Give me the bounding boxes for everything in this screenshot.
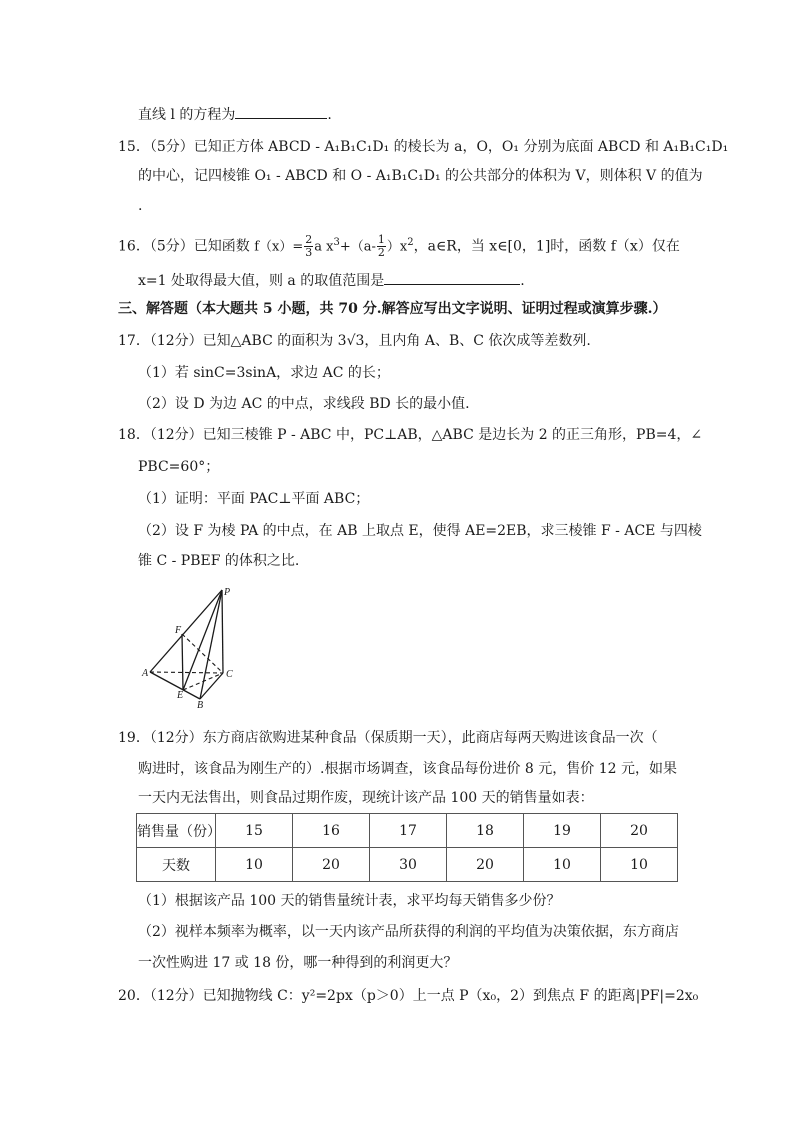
q16-line2: x=1 处取得最大值，则 a 的取值范围是 . [138, 270, 525, 291]
table-cell: 20 [601, 814, 678, 848]
q18-part1: （1）证明：平面 PAC⊥平面 ABC； [138, 491, 370, 507]
label-a: A [142, 668, 149, 679]
q18-part2b: 锥 C - PBEF 的体积之比. [138, 553, 300, 569]
fraction-one-half: $\frac{1}{2}$ [377, 233, 385, 260]
table-cell: 10 [216, 848, 293, 882]
edge-ac-hidden [150, 672, 223, 673]
table-cell: 16 [293, 814, 370, 848]
q17-line1: 17．（12分）已知△ABC 的面积为 3√3，且内角 A、B、C 依次成等差数列. [118, 333, 591, 349]
pyramid-figure [140, 586, 250, 710]
answer-blank [384, 270, 520, 285]
q18-line2: PBC=60°； [138, 459, 220, 475]
table-cell: 10 [601, 848, 678, 882]
q17-part1: （1）若 sinC=3sinA，求边 AC 的长； [138, 365, 390, 381]
q19-line3: 一天内无法售出，则食品过期作废，现统计该产品 100 天的销售量如表： [138, 790, 594, 806]
table-cell: 10 [524, 848, 601, 882]
table-cell: 17 [370, 814, 447, 848]
fraction-two-thirds: $\frac{2}{3}$ [305, 233, 313, 260]
sales-table [136, 813, 678, 882]
q15-line2: 的中心，记四棱锥 O₁ - ABCD 和 O - A₁B₁C₁D₁ 的公共部分的体积为 V，则体积 V 的值为 [138, 168, 703, 184]
segment-fe [182, 634, 183, 690]
q14-tail: 直线 l 的方程为 . [138, 104, 332, 125]
label-e: E [177, 690, 184, 701]
edge-ap [150, 590, 222, 672]
table-header-cell: 天数 [137, 848, 216, 882]
q16-line1: 16．（5分）已知函数 f（x）= $\frac{2}{3}$ a $x^3+(a-$ $\frac{1}{2}$ ）$x^2$，a∈R，当 x∈[0，1]时，函数 f（x）仅在 [118, 233, 680, 260]
table-cell: 18 [447, 814, 524, 848]
label-f: F [175, 625, 182, 636]
q18-line1: 18．（12分）已知三棱锥 P - ABC 中，PC⊥AB，△ABC 是边长为 2 的正三角形，PB=4，∠ [118, 427, 703, 443]
q17-part2: （2）设 D 为边 AC 的中点，求线段 BD 长的最小值. [138, 396, 470, 412]
q15-line1: 15．（5分）已知正方体 ABCD - A₁B₁C₁D₁ 的棱长为 a，O，O₁ 分别为底面 ABCD 和 A₁B₁C₁D₁ [118, 139, 729, 155]
table-row [137, 814, 678, 848]
q19-part1: （1）根据该产品 100 天的销售量统计表，求平均每天销售多少份？ [138, 893, 561, 909]
label-b: B [197, 700, 204, 710]
edge-pc [222, 590, 223, 673]
q19-line2: 购进时，该食品为刚生产的）.根据市场调查，该食品每份进价 8 元，售价 12 元，如果 [138, 761, 677, 777]
label-c: C [226, 669, 233, 680]
q19-part2a: （2）视样本频率为概率，以一天内该产品所获得的利润的平均值为决策依据，东方商店 [138, 924, 679, 940]
table-cell: 20 [447, 848, 524, 882]
q19-line1: 19．（12分）东方商店欲购进某种食品（保质期一天），此商店每两天购进该食品一次（ [118, 730, 658, 746]
table-cell: 19 [524, 814, 601, 848]
table-cell: 20 [293, 848, 370, 882]
edge-bc [200, 673, 223, 699]
section-heading: 三、解答题（本大题共 5 小题，共 70 分.解答应写出文字说明、证明过程或演算步骤.） [118, 301, 667, 317]
q19-part2b: 一次性购进 17 或 18 份，哪一种得到的利润更大？ [138, 955, 458, 971]
answer-blank [235, 104, 327, 119]
q18-part2a: （2）设 F 为棱 PA 的中点，在 AB 上取点 E，使得 AE=2EB，求三棱锥 F - ACE 与四棱 [138, 523, 702, 539]
label-p: P [224, 587, 231, 598]
edge-pb [200, 590, 222, 699]
table-row [137, 848, 678, 882]
q20-line1: 20．（12分）已知抛物线 C：y²=2px（p＞0）上一点 P（x₀，2）到焦点 F 的距离|PF|=2x₀ [118, 988, 699, 1004]
table-cell: 15 [216, 814, 293, 848]
q15-line3: . [138, 198, 143, 214]
table-cell: 30 [370, 848, 447, 882]
table-header-cell: 销售量（份） [137, 814, 216, 848]
